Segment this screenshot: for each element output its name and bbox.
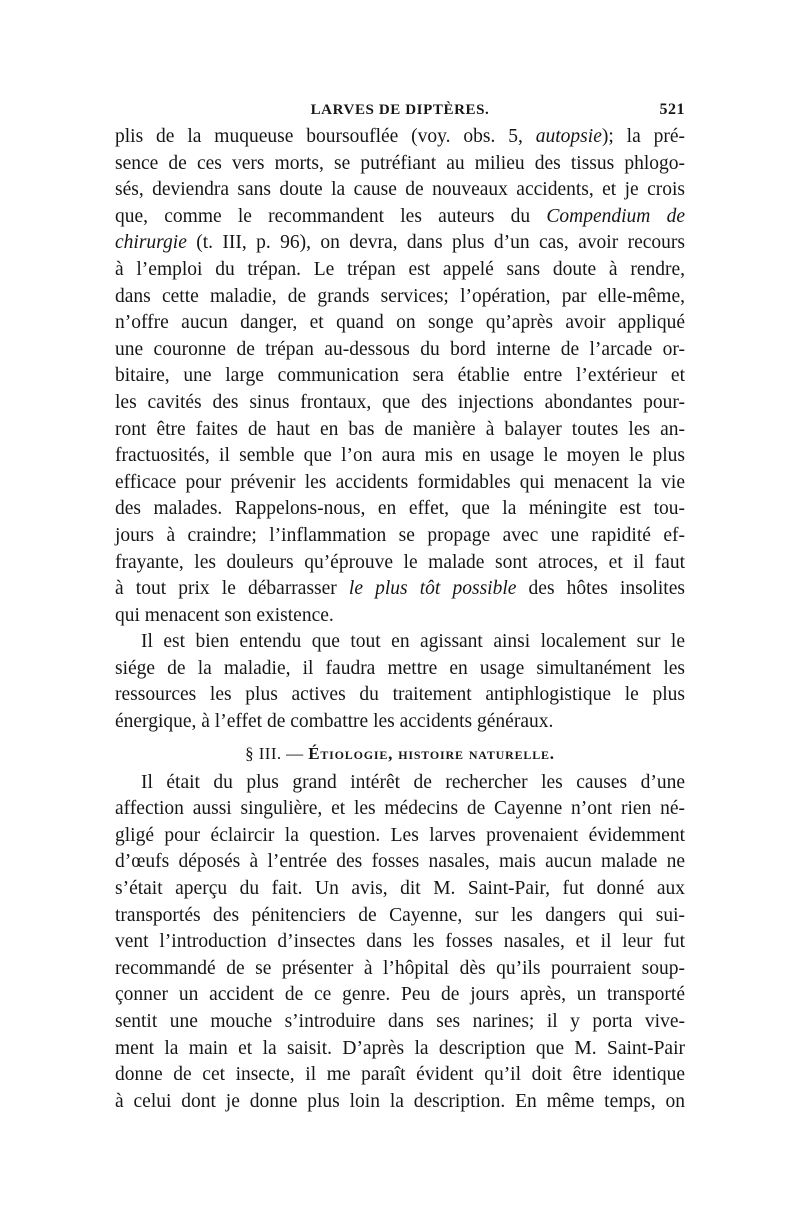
paragraph-trepan: [115, 124, 685, 629]
text-line: Il était du plus grand intérêt de rechercher les causes d’une: [141, 771, 685, 793]
section-title: Étiologie, histoire naturelle.: [308, 743, 555, 763]
text-line: plis de la muqueuse boursouflée (voy. obs. 5, autopsie); la pré-: [115, 126, 685, 147]
text-line: fractuosités, il semble que l’on aura mis en usage le moyen le plus: [115, 445, 685, 467]
italic-title: chirurgie: [115, 232, 187, 254]
text-line: chirurgie (t. III, p. 96), on devra, dans plus d’un cas, avoir recours: [115, 232, 685, 254]
text-line: à celui dont je donne plus loin la description. En même temps, on: [115, 1090, 685, 1112]
text-line: n’offre aucun danger, et quand on songe qu’après avoir appliqué: [115, 312, 685, 334]
text-line: vent l’introduction d’insectes dans les fosses nasales, et il leur fut: [115, 931, 685, 953]
text-line: sentit une mouche s’introduire dans ses narines; il y porta vive-: [115, 1011, 685, 1032]
italic-title: Compendium de: [546, 205, 685, 227]
text-line: recommandé de se présenter à l’hôpital dès qu’ils pourraient soup-: [115, 957, 685, 979]
section-number: § III.: [245, 743, 282, 763]
running-header: [115, 98, 685, 124]
text-line: çonner un accident de ce genre. Peu de jours après, un transporté: [115, 984, 685, 1006]
text-line: gligé pour éclaircir la question. Les larves provenaient évidemment: [115, 824, 685, 846]
page-number: 521: [659, 101, 685, 118]
running-title: LARVES DE DIPTÈRES.: [310, 102, 490, 118]
text-line: une couronne de trépan au-dessous du bord interne de l’arcade or-: [115, 338, 685, 360]
text-line: Il est bien entendu que tout en agissant ainsi localement sur le: [141, 631, 685, 653]
text-line: dans cette maladie, de grands services; l’opération, par elle-même,: [115, 285, 685, 307]
text-line: à l’emploi du trépan. Le trépan est appelé sans doute à rendre,: [115, 258, 685, 280]
text-line: d’œufs déposés à l’entrée des fosses nasales, mais aucun malade ne: [115, 851, 685, 873]
section-heading: [115, 740, 685, 768]
text-line: donne de cet insecte, il me paraît évident qu’il doit être identique: [115, 1064, 685, 1086]
text-line: les cavités des sinus frontaux, que des injections abondantes pour-: [115, 391, 685, 413]
text-line: ressources les plus actives du traitement antiphlogistique le plus: [115, 684, 685, 706]
text-line: sés, deviendra sans doute la cause de nouveaux accidents, et je crois: [115, 179, 685, 201]
paragraph-etiology: [115, 770, 685, 1116]
text-line: affection aussi singulière, et les médecins de Cayenne n’ont rien né-: [115, 798, 685, 820]
text-line: jours à craindre; l’inflammation se propage avec une rapidité ef-: [115, 524, 685, 546]
text-line: des malades. Rappelons-nous, en effet, que la méningite est tou-: [115, 498, 685, 520]
text-line: énergique, à l’effet de combattre les accidents généraux.: [115, 711, 554, 733]
section-dash: —: [281, 743, 309, 763]
book-page: [115, 98, 685, 1115]
italic-term: autopsie: [535, 126, 602, 147]
text-line: qui menacent son existence.: [115, 604, 334, 626]
text-line: siége de la maladie, il faudra mettre en usage simultanément les: [115, 657, 685, 679]
text-line: frayante, les douleurs qu’éprouve le malade sont atroces, et il faut: [115, 551, 685, 573]
text-line: que, comme le recommandent les auteurs du Compendium de: [115, 205, 685, 227]
text-line: transportés des pénitenciers de Cayenne, sur les dangers qui sui-: [115, 904, 685, 926]
paragraph-treatment: [115, 629, 685, 735]
text-line: efficace pour prévenir les accidents formidables qui menacent la vie: [115, 471, 685, 493]
text-line: s’était aperçu du fait. Un avis, dit M. Saint-Pair, fut donné aux: [115, 878, 685, 900]
text-line: bitaire, une large communication sera établie entre l’extérieur et: [115, 365, 685, 387]
text-line: ment la main et la saisit. D’après la description que M. Saint-Pair: [115, 1037, 685, 1059]
italic-phrase: le plus tôt possible: [348, 578, 517, 600]
text-line: ront être faites de haut en bas de manière à balayer toutes les an-: [115, 418, 685, 440]
text-line: sence de ces vers morts, se putréfiant au milieu des tissus phlogo-: [115, 152, 685, 174]
text-line: à tout prix le débarrasser le plus tôt possible des hôtes insolites: [115, 578, 685, 600]
